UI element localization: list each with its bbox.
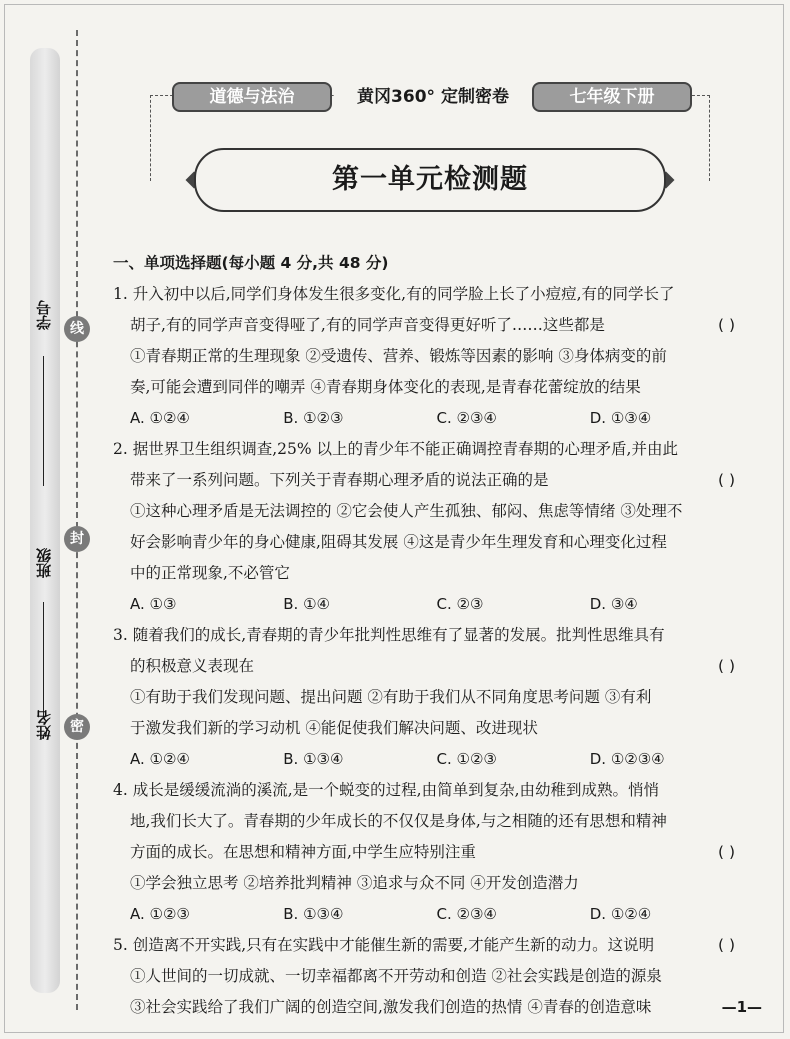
statement-line: ①学会独立思考 ②培养批判精神 ③追求与众不同 ④开发创造潜力 xyxy=(130,874,579,892)
statement-line: ①这种心理矛盾是无法调控的 ②它会使人产生孤独、郁闷、焦虑等情绪 ③处理不 xyxy=(130,502,683,520)
options-row xyxy=(113,403,743,434)
answer-blank[interactable]: ( ) xyxy=(717,316,735,334)
option-c[interactable]: C. ②③④ xyxy=(436,905,497,923)
class-field[interactable] xyxy=(33,598,53,717)
question-stem-line: 4. 成长是缓缓流淌的溪流,是一个蜕变的过程,由简单到复杂,由幼稚到成熟。悄悄 xyxy=(113,781,659,799)
option-a[interactable]: A. ①③ xyxy=(130,595,177,613)
name-label: 姓名 xyxy=(34,710,53,740)
binding-strip xyxy=(30,48,60,993)
question-stem-line xyxy=(113,651,743,682)
stem-text: 5. 创造离不开实践,只有在实践中才能催生新的需要,才能产生新的动力。这说明 xyxy=(113,936,655,954)
page-number: —1— xyxy=(721,998,762,1016)
option-b[interactable]: B. ①②③ xyxy=(283,409,344,427)
binding-cut-line xyxy=(76,30,78,1010)
statement-line: 于激发我们新的学习动机 ④能促使我们解决问题、改进现状 xyxy=(130,719,538,737)
answer-blank[interactable]: ( ) xyxy=(717,843,735,861)
grade-badge: 七年级下册 xyxy=(532,82,692,112)
options-row xyxy=(113,744,743,775)
answer-blank[interactable]: ( ) xyxy=(717,936,735,954)
statement-line: ①人世间的一切成就、一切幸福都离不开劳动和创造 ②社会实践是创造的源泉 xyxy=(130,967,662,985)
student-number-label-wrap xyxy=(33,300,53,330)
option-d[interactable]: D. ③④ xyxy=(589,595,638,613)
statement-line: 中的正常现象,不必管它 xyxy=(130,564,290,582)
question-4 xyxy=(113,775,743,930)
option-a[interactable]: A. ①②④ xyxy=(130,409,190,427)
question-1 xyxy=(113,279,743,434)
answer-blank[interactable]: ( ) xyxy=(717,657,735,675)
student-number-line[interactable] xyxy=(43,356,44,486)
option-c[interactable]: C. ①②③ xyxy=(436,750,497,768)
seal-mark-line: 线 xyxy=(64,316,90,342)
seal-mark-seal: 封 xyxy=(64,526,90,552)
stem-text: 胡子,有的同学声音变得哑了,有的同学声音变得更好听了……这些都是 xyxy=(130,316,605,334)
subject-badge: 道德与法治 xyxy=(172,82,332,112)
question-stem-line: 地,我们长大了。青春期的少年成长的不仅仅是身体,与之相随的还有思想和精神 xyxy=(130,812,667,830)
option-d[interactable]: D. ①②③④ xyxy=(589,750,665,768)
stem-text: 方面的成长。在思想和精神方面,中学生应特别注重 xyxy=(130,843,476,861)
statement-line: 好会影响青少年的身心健康,阻碍其发展 ④这是青少年生理发育和心理变化过程 xyxy=(130,533,667,551)
class-label-wrap xyxy=(33,548,53,578)
class-line[interactable] xyxy=(43,602,44,717)
question-stem-line xyxy=(113,310,743,341)
option-d[interactable]: D. ①③④ xyxy=(589,409,652,427)
stem-text: 的积极意义表现在 xyxy=(130,657,255,675)
seal-mark-secret: 密 xyxy=(64,714,90,740)
statement-line: 奏,可能会遭到同伴的嘲弄 ④青春期身体变化的表现,是青春花蕾绽放的结果 xyxy=(130,378,641,396)
section-heading: 一、单项选择题(每小题 4 分,共 48 分) xyxy=(113,254,389,272)
question-2 xyxy=(113,434,743,620)
option-b[interactable]: B. ①④ xyxy=(283,595,330,613)
question-stem-line: 3. 随着我们的成长,青春期的青少年批判性思维有了显著的发展。批判性思维具有 xyxy=(113,626,665,644)
question-stem-line xyxy=(113,930,743,961)
option-c[interactable]: C. ②③ xyxy=(436,595,484,613)
option-d[interactable]: D. ①②④ xyxy=(589,905,652,923)
question-stem-line: 1. 升入初中以后,同学们身体发生很多变化,有的同学脸上长了小痘痘,有的同学长了 xyxy=(113,285,675,303)
question-section xyxy=(113,248,743,1023)
class-label: 班级 xyxy=(34,548,53,578)
question-5 xyxy=(113,930,743,1023)
option-c[interactable]: C. ②③④ xyxy=(436,409,497,427)
brand-title: 黄冈360° 定制密卷 xyxy=(334,82,532,112)
statement-line: ①青春期正常的生理现象 ②受遗传、营养、锻炼等因素的影响 ③身体病变的前 xyxy=(130,347,667,365)
student-number-label: 学号 xyxy=(34,300,53,330)
question-stem-line: 2. 据世界卫生组织调查,25% 以上的青少年不能正确调控青春期的心理矛盾,并由此 xyxy=(113,440,678,458)
option-b[interactable]: B. ①③④ xyxy=(283,905,344,923)
page-title: 第一单元检测题 xyxy=(194,148,666,212)
name-label-wrap xyxy=(33,710,53,740)
statement-line: ③社会实践给了我们广阔的创造空间,激发我们创造的热情 ④青春的创造意味 xyxy=(130,998,652,1016)
question-3 xyxy=(113,620,743,775)
options-row xyxy=(113,899,743,930)
question-stem-line xyxy=(113,837,743,868)
answer-blank[interactable]: ( ) xyxy=(717,471,735,489)
options-row xyxy=(113,589,743,620)
stem-text: 带来了一系列问题。下列关于青春期心理矛盾的说法正确的是 xyxy=(130,471,549,489)
option-b[interactable]: B. ①③④ xyxy=(283,750,344,768)
option-a[interactable]: A. ①②③ xyxy=(130,905,190,923)
student-number-field[interactable] xyxy=(33,352,53,486)
option-a[interactable]: A. ①②④ xyxy=(130,750,190,768)
question-stem-line xyxy=(113,465,743,496)
statement-line: ①有助于我们发现问题、提出问题 ②有助于我们从不同角度思考问题 ③有利 xyxy=(130,688,652,706)
